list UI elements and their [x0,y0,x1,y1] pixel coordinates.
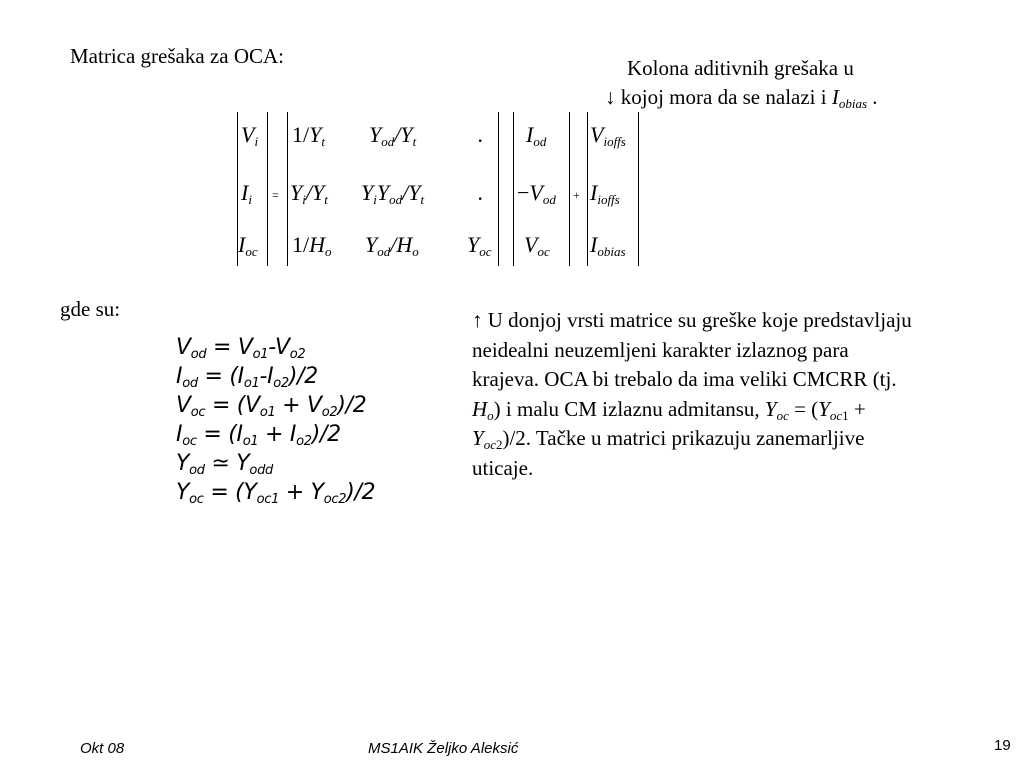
footer-date: Okt 08 [80,740,125,757]
vector-entry: $I_{oc}$ [238,232,258,259]
equation: $I_{od} = (I_{o1}-I_{o2})/2$ [176,364,318,391]
matrix-bar [569,112,570,266]
error-matrix-equation [234,108,644,268]
matrix-cell: . [478,180,484,205]
equation: $Y_{od}$ ≃ $Y_{odd}$ [176,451,273,478]
matrix-cell: $Y_{od}/H_o$ [365,232,419,259]
explanation-paragraph: ↑ U donjoj vrsti matrice su greške koje predstavljaju neidealni neuzemljeni karakter izlaznog para krajeva. OCA bi trebalo da ima veliki CMCRR (tj. $H_o$) i malu CM izlaznu admitansu, $Y_{oc} = (Y_{oc1} + Y_{oc2})/2$. Tačke u matrici prikazuju zanemarljive uticaje. [472,308,912,480]
vector-entry: $V_{oc}$ [524,232,550,259]
matrix-cell: $Y_{od}/Y_t$ [369,122,417,149]
matrix-bar [498,112,499,266]
equals-sign: = [272,188,279,202]
kolona-var-sub: obias [838,96,868,111]
vector-entry: $V_i$ [241,122,259,149]
matrix-cell: $1/Y_t$ [292,122,325,149]
equation: $V_{od} = V_{o1}-V_{o2}$ [176,335,306,362]
down-arrow-icon: ↓ [605,85,616,109]
plus-sign: + [573,188,580,202]
matrix-cell: $Y_{oc}$ [467,232,492,259]
up-arrow-icon: ↑ [472,308,483,332]
kolona-var: I [831,85,839,109]
matrix-bar [267,112,268,266]
footer-course-author: MS1AIK Željko Aleksić [368,740,519,757]
matrix-cell: $Y_i/Y_t$ [290,180,328,207]
error-entry: $V_{ioffs}$ [590,122,626,149]
kolona-text: kojoj mora da se nalazi i [615,85,832,109]
matrix-bar [587,112,588,266]
error-entry: $I_{ioffs}$ [590,180,620,207]
kolona-annotation [605,54,878,112]
kolona-line-2 [605,83,878,112]
kolona-line-1: Kolona aditivnih grešaka u [627,56,854,80]
page-number: 19 [994,737,1011,754]
slide-title: Matrica grešaka za OCA: [70,44,284,68]
matrix-bar [287,112,288,266]
definitions-list [176,333,375,507]
equation: $V_{oc} = (V_{o1} + V_{o2})/2$ [176,393,367,420]
vector-entry: $I_{od}$ [526,122,547,149]
matrix-cell: $Y_iY_{od}/Y_t$ [361,180,425,207]
error-entry: $I_{obias}$ [590,232,626,259]
equation: $I_{oc} = (I_{o1} + I_{o2})/2$ [176,422,341,449]
vector-entry: $-V_{od}$ [517,180,556,207]
matrix-bar [513,112,514,266]
matrix-cell: . [478,122,484,147]
equation: $Y_{oc} = (Y_{oc1} + Y_{oc2})/2$ [176,480,376,507]
kolona-end: . [867,85,878,109]
gde-su-label: gde su: [60,297,121,321]
matrix-bar [638,112,639,266]
matrix-cell: $1/H_o$ [292,232,332,259]
vector-entry: $I_i$ [241,180,252,207]
